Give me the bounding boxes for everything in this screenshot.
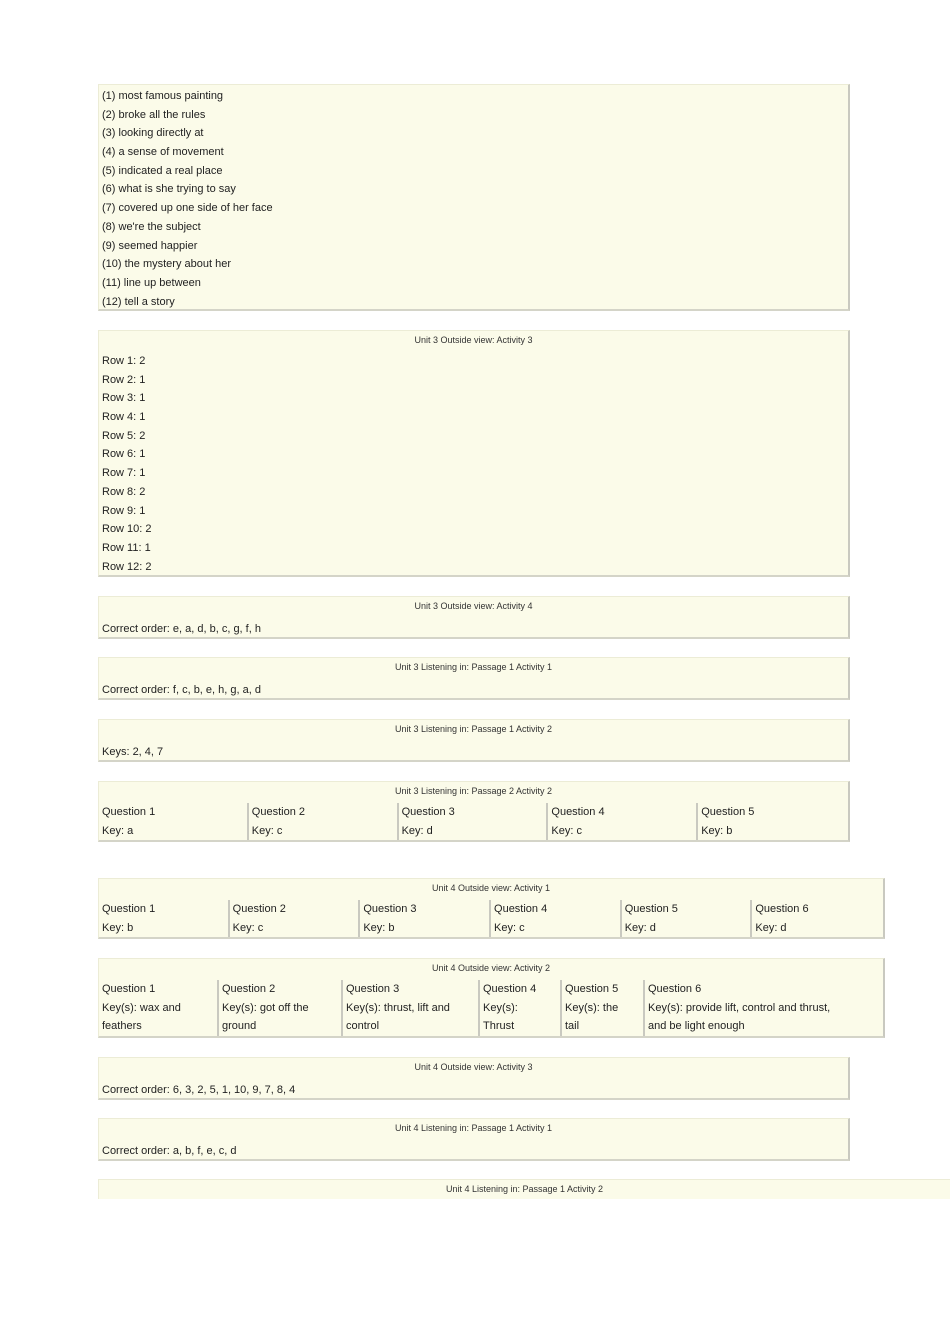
phrase-item: (5) indicated a real place (102, 164, 223, 177)
question-label: Question 6 (648, 983, 702, 995)
question-label: Question 6 (755, 903, 809, 915)
question-label: Question 5 (701, 806, 755, 818)
question-label: Question 3 (401, 806, 455, 818)
question-label: Question 2 (222, 983, 276, 995)
row-key: Row 7: 1 (102, 467, 146, 480)
answer-box-u3-listening-p2-a2 (98, 781, 850, 842)
phrase-item: (3) looking directly at (102, 127, 204, 140)
phrase-item: (10) the mystery about her (102, 258, 232, 271)
question-key: and be light enough (648, 1020, 745, 1032)
question-cell (99, 803, 249, 840)
row-key: Row 3: 1 (102, 392, 146, 405)
phrase-item: (7) covered up one side of her face (102, 202, 273, 215)
question-key: feathers (102, 1020, 142, 1032)
question-key: Key(s): provide lift, control and thrust, (648, 1001, 831, 1014)
question-key: Key(s): wax and (102, 1001, 181, 1014)
section-title: Unit 4 Outside view: Activity 3 (414, 1062, 533, 1072)
question-row (99, 801, 848, 840)
question-row (99, 978, 883, 1036)
question-key: Key: c (232, 921, 264, 934)
row-key: Row 5: 2 (102, 429, 146, 442)
question-cell (645, 980, 883, 1036)
section-title: Unit 4 Listening in: Passage 1 Activity 1 (394, 1123, 553, 1133)
answer-text: Correct order: f, c, b, e, h, g, a, d (102, 684, 261, 696)
question-row (99, 898, 883, 937)
question-key: Key(s): thrust, lift and (346, 1001, 450, 1014)
answer-box-u3-listening-p1-a2 (98, 719, 850, 762)
section-title: Unit 4 Listening in: Passage 1 Activity 2 (445, 1184, 604, 1194)
question-cell (752, 900, 883, 937)
question-label: Question 4 (494, 903, 548, 915)
phrase-item: (9) seemed happier (102, 239, 198, 252)
answer-box-u3-outside-a3 (98, 330, 850, 577)
section-title: Unit 3 Listening in: Passage 1 Activity 2 (394, 724, 553, 734)
question-cell (99, 900, 230, 937)
answer-text: Correct order: e, a, d, b, c, g, f, h (102, 623, 261, 635)
question-cell (360, 900, 491, 937)
row-key: Row 4: 1 (102, 411, 146, 424)
question-key: Key(s): the (565, 1001, 619, 1014)
section-title: Unit 3 Outside view: Activity 4 (414, 601, 533, 611)
question-key: Thrust (483, 1020, 515, 1032)
question-key: Key: c (494, 921, 525, 934)
section-title: Unit 3 Listening in: Passage 1 Activity 1 (394, 662, 553, 672)
question-label: Question 1 (102, 806, 156, 818)
phrase-item: (4) a sense of movement (102, 146, 224, 159)
question-key: Key: c (251, 824, 283, 837)
question-key: Key: b (701, 824, 733, 837)
question-cell (622, 900, 753, 937)
row-key: Row 12: 2 (102, 560, 152, 573)
row-key: Row 6: 1 (102, 448, 146, 461)
question-key: Key: b (102, 921, 134, 934)
question-key: Key: d (401, 824, 433, 837)
row-key: Row 1: 2 (102, 355, 146, 367)
answer-box-phrases (98, 84, 850, 311)
answer-box-u3-listening-p1-a1 (98, 657, 850, 700)
question-cell (480, 980, 562, 1036)
question-key: control (346, 1020, 380, 1032)
question-key: Key(s): (483, 1001, 518, 1014)
question-key: Key: d (624, 921, 656, 934)
answer-box-u4-outside-a1 (98, 878, 885, 939)
section-title: Unit 3 Listening in: Passage 2 Activity 2 (394, 786, 553, 796)
phrase-item: (1) most famous painting (102, 90, 224, 102)
section-title: Unit 3 Outside view: Activity 3 (414, 335, 533, 345)
question-cell (343, 980, 480, 1036)
question-label: Question 2 (232, 903, 286, 915)
question-key: Key: b (363, 921, 395, 934)
answer-box-u3-outside-a4 (98, 596, 850, 639)
answer-box-u4-listening-p1-a1 (98, 1118, 850, 1161)
question-label: Question 4 (483, 983, 537, 995)
row-key: Row 9: 1 (102, 504, 146, 517)
question-cell (491, 900, 622, 937)
row-key: Row 10: 2 (102, 523, 152, 536)
answer-text: Correct order: a, b, f, e, c, d (102, 1145, 237, 1157)
question-cell (99, 980, 219, 1036)
row-key: Row 8: 2 (102, 485, 146, 498)
question-label: Question 1 (102, 983, 156, 995)
question-cell (548, 803, 698, 840)
question-label: Question 5 (565, 983, 619, 995)
question-key: Key: c (551, 824, 582, 837)
phrase-item: (2) broke all the rules (102, 108, 206, 121)
question-cell (698, 803, 848, 840)
question-key: tail (565, 1020, 580, 1032)
question-label: Question 2 (251, 806, 305, 818)
section-title: Unit 4 Outside view: Activity 1 (431, 883, 551, 893)
question-key: Key: d (755, 921, 787, 934)
phrase-item: (12) tell a story (102, 295, 175, 308)
question-key: ground (222, 1020, 257, 1032)
answer-text: Keys: 2, 4, 7 (102, 746, 164, 758)
question-label: Question 3 (363, 903, 417, 915)
row-key: Row 2: 1 (102, 373, 146, 386)
question-label: Question 4 (551, 806, 605, 818)
question-key: Key(s): got off the (222, 1001, 309, 1014)
phrase-item: (6) what is she trying to say (102, 183, 236, 196)
question-label: Question 3 (346, 983, 400, 995)
question-label: Question 5 (624, 903, 678, 915)
question-cell (249, 803, 399, 840)
phrase-item: (11) line up between (102, 276, 201, 289)
answer-box-u4-outside-a3 (98, 1057, 850, 1100)
question-cell (230, 900, 361, 937)
question-cell (399, 803, 549, 840)
section-title: Unit 4 Outside view: Activity 2 (431, 963, 551, 973)
answer-text: Correct order: 6, 3, 2, 5, 1, 10, 9, 7, 8, 4 (102, 1084, 296, 1096)
question-cell (562, 980, 645, 1036)
question-key: Key: a (102, 824, 134, 837)
question-cell (219, 980, 343, 1036)
question-label: Question 1 (102, 903, 156, 915)
row-key: Row 11: 1 (102, 541, 151, 554)
answer-box-u4-outside-a2 (98, 958, 885, 1038)
phrase-item: (8) we're the subject (102, 220, 201, 233)
answer-box-u4-listening-p1-a2 (98, 1179, 950, 1199)
